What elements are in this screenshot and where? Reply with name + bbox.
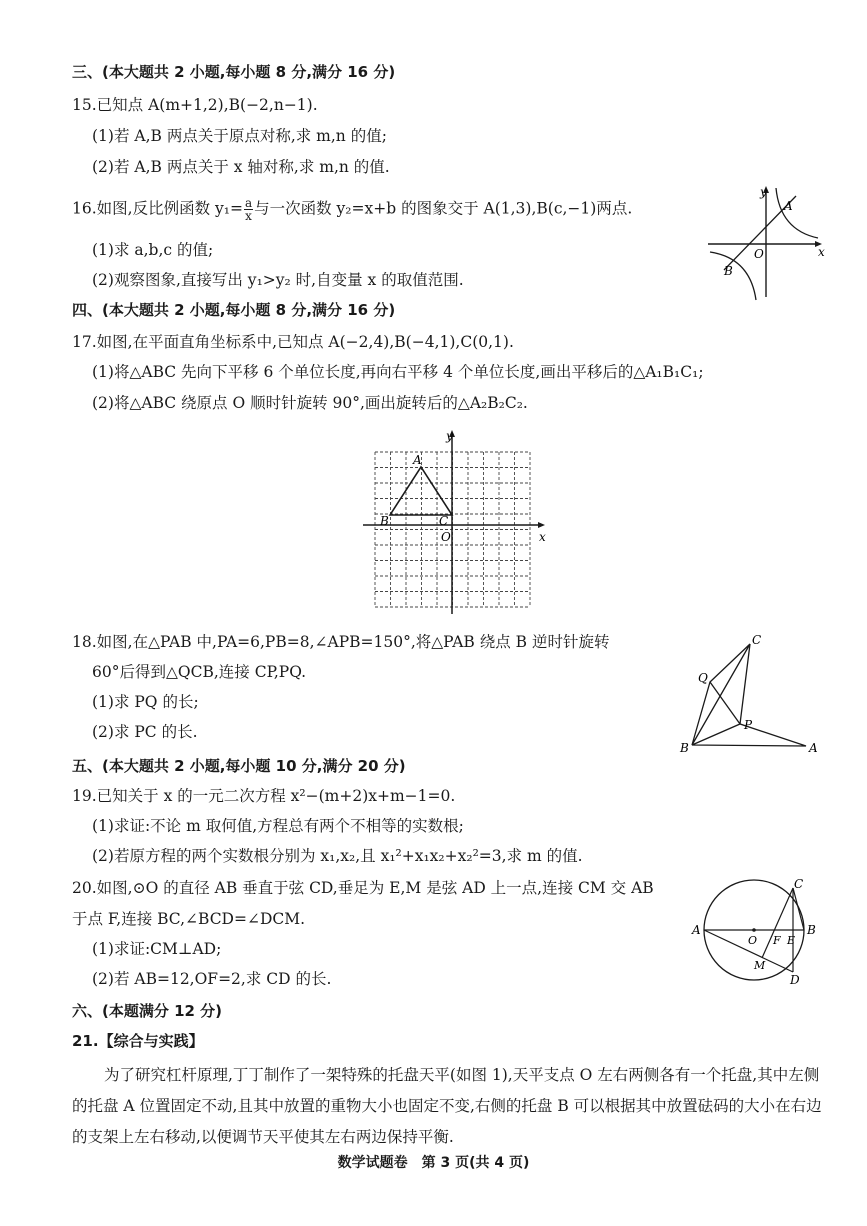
q20-segment-bc bbox=[793, 888, 804, 930]
q16-stem-a: 16.如图,反比例函数 y₁= bbox=[72, 199, 243, 218]
q20-label-o: O bbox=[748, 934, 758, 947]
section-4-heading: 四、(本大题共 2 小题,每小题 8 分,满分 16 分) bbox=[72, 301, 396, 319]
q16-label-a: A bbox=[784, 199, 793, 213]
q20-segment-cm bbox=[762, 888, 796, 958]
q17-label-a: A bbox=[413, 453, 422, 467]
q20-part2: (2)若 AB=12,OF=2,求 CD 的长. bbox=[92, 970, 332, 988]
q16-figure bbox=[700, 182, 830, 302]
q20-label-f: F bbox=[773, 934, 781, 947]
q20-figure bbox=[690, 876, 830, 986]
frac-denominator: x bbox=[245, 209, 252, 223]
q17-label-c: C bbox=[439, 514, 449, 528]
q18-segment-cp bbox=[740, 644, 750, 724]
q15-part2: (2)若 A,B 两点关于 x 轴对称,求 m,n 的值. bbox=[92, 158, 390, 176]
q16-stem bbox=[72, 197, 632, 222]
frac-numerator: a bbox=[244, 196, 253, 210]
q17-part2: (2)将△ABC 绕原点 O 顺时针旋转 90°,画出旋转后的△A₂B₂C₂. bbox=[92, 394, 528, 412]
q19-part2: (2)若原方程的两个实数根分别为 x₁,x₂,且 x₁²+x₁x₂+x₂²=3,求 m 的值. bbox=[92, 847, 583, 865]
q20-part1: (1)求证:CM⊥AD; bbox=[92, 940, 222, 958]
q20-label-a: A bbox=[692, 923, 701, 937]
q20-stem-line2: 于点 F,连接 BC,∠BCD=∠DCM. bbox=[72, 910, 306, 928]
page-footer: 数学试题卷 第 3 页(共 4 页) bbox=[337, 1155, 530, 1171]
q18-stem-line2: 60°后得到△QCB,连接 CP,PQ. bbox=[92, 663, 307, 681]
q19-part1: (1)求证:不论 m 取何值,方程总有两个不相等的实数根; bbox=[92, 817, 464, 835]
q17-label-x: x bbox=[539, 530, 546, 544]
q16-label-o: O bbox=[754, 247, 764, 261]
q17-label-b: B bbox=[380, 514, 389, 528]
q16-stem-b: 与一次函数 y₂=x+b 的图象交于 A(1,3),B(c,−1)两点. bbox=[254, 199, 633, 218]
q16-hyperbola-branch-2 bbox=[710, 252, 756, 300]
q17-part1: (1)将△ABC 先向下平移 6 个单位长度,再向右平移 4 个单位长度,画出平移后的△A₁B₁C₁; bbox=[92, 363, 704, 381]
q18-stem-line1: 18.如图,在△PAB 中,PA=6,PB=8,∠APB=150°,将△PAB 绕点 B 逆时针旋转 bbox=[72, 633, 610, 651]
q20-label-b: B bbox=[807, 923, 816, 937]
q18-figure bbox=[678, 628, 828, 756]
q18-part1: (1)求 PQ 的长; bbox=[92, 693, 199, 711]
q20-stem-line1: 20.如图,⊙O 的直径 AB 垂直于弦 CD,垂足为 E,M 是弦 AD 上一点,连接 CM 交 AB bbox=[72, 879, 654, 897]
q16-label-b: B bbox=[724, 264, 733, 278]
q19-stem: 19.已知关于 x 的一元二次方程 x²−(m+2)x+m−1=0. bbox=[72, 787, 456, 805]
q17-label-o: O bbox=[441, 530, 451, 544]
q18-label-b: B bbox=[680, 741, 689, 755]
section-6-heading: 六、(本题满分 12 分) bbox=[72, 1002, 223, 1020]
q16-label-x: x bbox=[818, 245, 825, 259]
q16-part2: (2)观察图象,直接写出 y₁>y₂ 时,自变量 x 的取值范围. bbox=[92, 271, 464, 289]
q16-fraction bbox=[244, 197, 253, 222]
section-3-heading: 三、(本大题共 2 小题,每小题 8 分,满分 16 分) bbox=[72, 63, 396, 81]
q17-stem: 17.如图,在平面直角坐标系中,已知点 A(−2,4),B(−4,1),C(0,1). bbox=[72, 333, 514, 351]
q18-label-q: Q bbox=[698, 671, 708, 685]
q16-part1: (1)求 a,b,c 的值; bbox=[92, 241, 214, 259]
q21-paragraph: 为了研究杠杆原理,丁丁制作了一架特殊的托盘天平(如图 1),天平支点 O 左右两侧各有一个托盘,其中左侧的托盘 A 位置固定不动,且其中放置的重物大小也固定不变,右侧的托盘 B 可以根据其中放置砝码的大小在右边的支架上左右移动,以便调节天平使其左右两边保持平衡. bbox=[72, 1066, 822, 1146]
q18-triangle-qcb bbox=[692, 644, 750, 745]
q17-triangle-abc bbox=[390, 467, 452, 515]
q17-grid-figure bbox=[355, 422, 555, 620]
q20-center-dot bbox=[752, 928, 756, 932]
q20-label-d: D bbox=[790, 973, 800, 986]
q15-part1: (1)若 A,B 两点关于原点对称,求 m,n 的值; bbox=[92, 127, 387, 145]
q16-hyperbola-branch-1 bbox=[776, 188, 818, 238]
q20-label-e: E bbox=[787, 934, 796, 947]
q20-label-c: C bbox=[794, 877, 804, 891]
section-5-heading: 五、(本大题共 2 小题,每小题 10 分,满分 20 分) bbox=[72, 757, 406, 775]
q18-label-a: A bbox=[809, 741, 818, 755]
q18-label-p: P bbox=[744, 718, 753, 732]
q21-title: 21.【综合与实践】 bbox=[72, 1032, 204, 1050]
q20-label-m: M bbox=[754, 959, 766, 972]
q15-stem: 15.已知点 A(m+1,2),B(−2,n−1). bbox=[72, 96, 318, 114]
x-arrow-icon bbox=[538, 522, 545, 528]
q18-label-c: C bbox=[752, 633, 762, 647]
q16-label-y: y bbox=[760, 185, 767, 199]
q18-part2: (2)求 PC 的长. bbox=[92, 723, 198, 741]
q17-label-y: y bbox=[446, 429, 453, 443]
